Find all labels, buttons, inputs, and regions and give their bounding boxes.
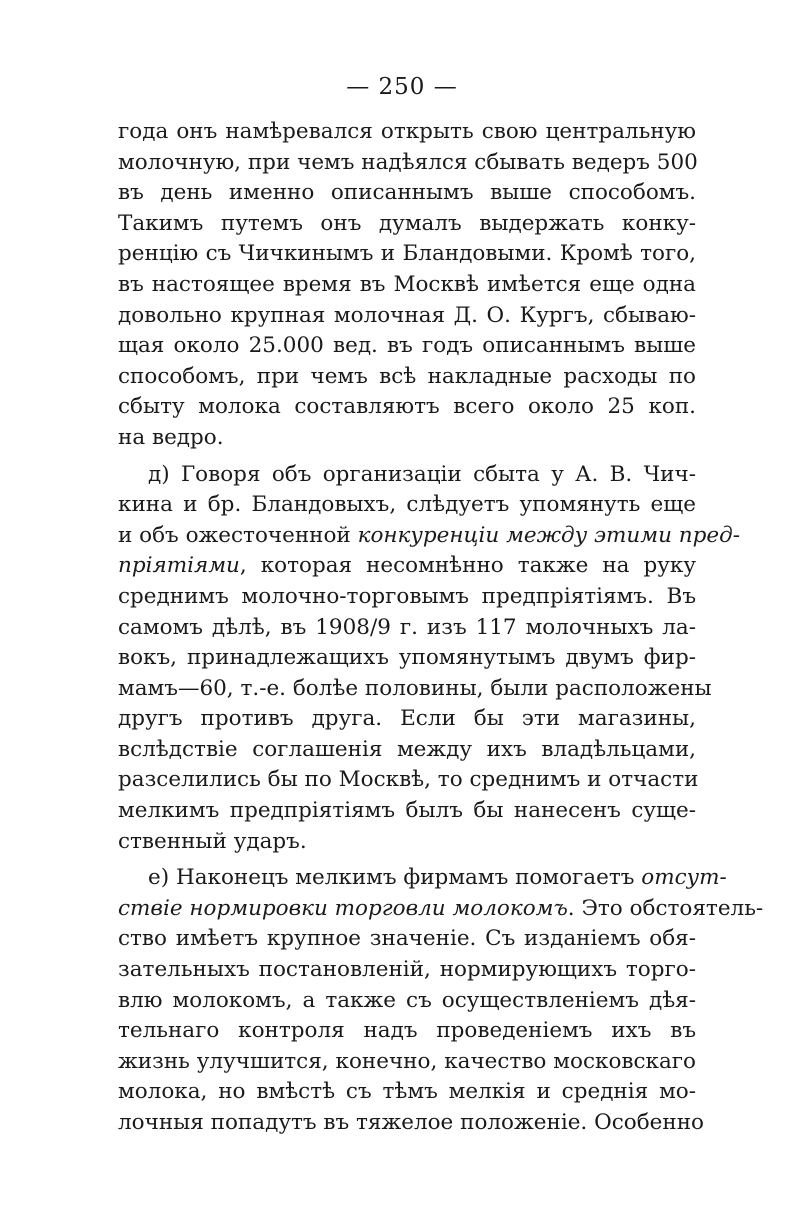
- text-line: вслѣдствіе соглашенія между ихъ владѣльцами,: [118, 736, 696, 762]
- text-line: на ведро.: [118, 424, 224, 450]
- text-line: самомъ дѣлѣ, въ 1908/9 г. изъ 117 молочныхъ ла-: [118, 614, 696, 640]
- text-line: года онъ намѣревался открыть свою центральную: [118, 119, 696, 144]
- text-line: лочныя попадутъ въ тяжелое положеніе. Особенно: [118, 1110, 704, 1135]
- emphasis-span: ствіе нормировки торговли молокомъ: [118, 895, 568, 921]
- text-line: тельнаго контроля надъ проведеніемъ ихъ въ: [118, 1018, 696, 1044]
- text-line: мелкимъ предпріятіямъ былъ бы нанесенъ суще-: [118, 798, 696, 824]
- text-span: , которая несомнѣнно также на руку: [239, 553, 696, 579]
- text-line: довольно крупная молочная Д. О. Кургъ, сбываю-: [118, 302, 696, 328]
- text-line: влю молокомъ, а также съ осуществленіемъ дѣя-: [118, 987, 696, 1013]
- text-line: ренцію съ Чичкинымъ и Бландовыми. Кромѣ того,: [118, 241, 696, 267]
- text-line: щая около 25.000 вед. въ годъ описаннымъ выше: [118, 333, 696, 359]
- text-line: другъ противъ друга. Если бы эти магазины,: [118, 706, 696, 732]
- text-line: въ день именно описаннымъ выше способомъ.: [118, 180, 696, 206]
- text-line: [118, 490, 696, 521]
- emphasis-span: пріятіями: [118, 553, 240, 579]
- text-line: въ настоящее время въ Москвѣ имѣется еще одна: [118, 271, 696, 297]
- text-line: [118, 521, 741, 552]
- text-line: молочную, при чемъ надѣялся сбывать ведеръ 500: [118, 149, 698, 175]
- text-line: [118, 551, 696, 582]
- body-text: [118, 117, 764, 1139]
- emphasis-span: конкуренціи между этими пред-: [357, 522, 741, 548]
- text-line: жизнь улучшится, конечно, качество московскаго: [118, 1048, 696, 1074]
- text-line: среднимъ молочно-торговымъ предпріятіямъ. Въ: [118, 583, 696, 609]
- paragraph-e: [118, 863, 764, 1138]
- text-line: д) Говоря объ организаціи сбыта у А. В. Чич-: [148, 461, 696, 487]
- text-span: . Это обстоятель-: [567, 895, 764, 921]
- text-line: разселились бы по Москвѣ, то среднимъ и отчасти: [118, 767, 699, 793]
- text-line: вокъ, принадлежащихъ упомянутымъ двумъ фир-: [118, 645, 696, 671]
- text-line: мамъ—60, т.-е. болѣе половины, были расположены: [118, 675, 712, 701]
- text-line: зательныхъ постановленій, нормирующихъ торго-: [118, 957, 696, 983]
- paragraph-1: [118, 117, 696, 454]
- text-line: Такимъ путемъ онъ думалъ выдержать конку-: [118, 210, 696, 236]
- text-span: и объ ожесточенной: [118, 522, 358, 548]
- page-number: — 250 —: [346, 74, 458, 100]
- text-line: молока, но вмѣстѣ съ тѣмъ мелкія и среднія мо-: [118, 1079, 696, 1105]
- emphasis-span: отсут-: [641, 865, 727, 891]
- text-span: е) Наконецъ мелкимъ фирмамъ помогаетъ: [148, 865, 642, 891]
- text-span: кина и бр. Бландовыхъ, слѣдуетъ упомянуть еще: [118, 492, 696, 518]
- text-line: сбыту молока составляютъ всего около 25 коп.: [118, 394, 696, 420]
- text-line: [118, 863, 727, 894]
- text-line: ство имѣетъ крупное значеніе. Съ изданіемъ обя-: [118, 926, 696, 952]
- text-line: способомъ, при чемъ всѣ накладные расходы по: [118, 363, 696, 389]
- paragraph-d: [118, 460, 741, 858]
- text-line: [118, 894, 764, 925]
- text-line: ственный ударъ.: [118, 828, 307, 854]
